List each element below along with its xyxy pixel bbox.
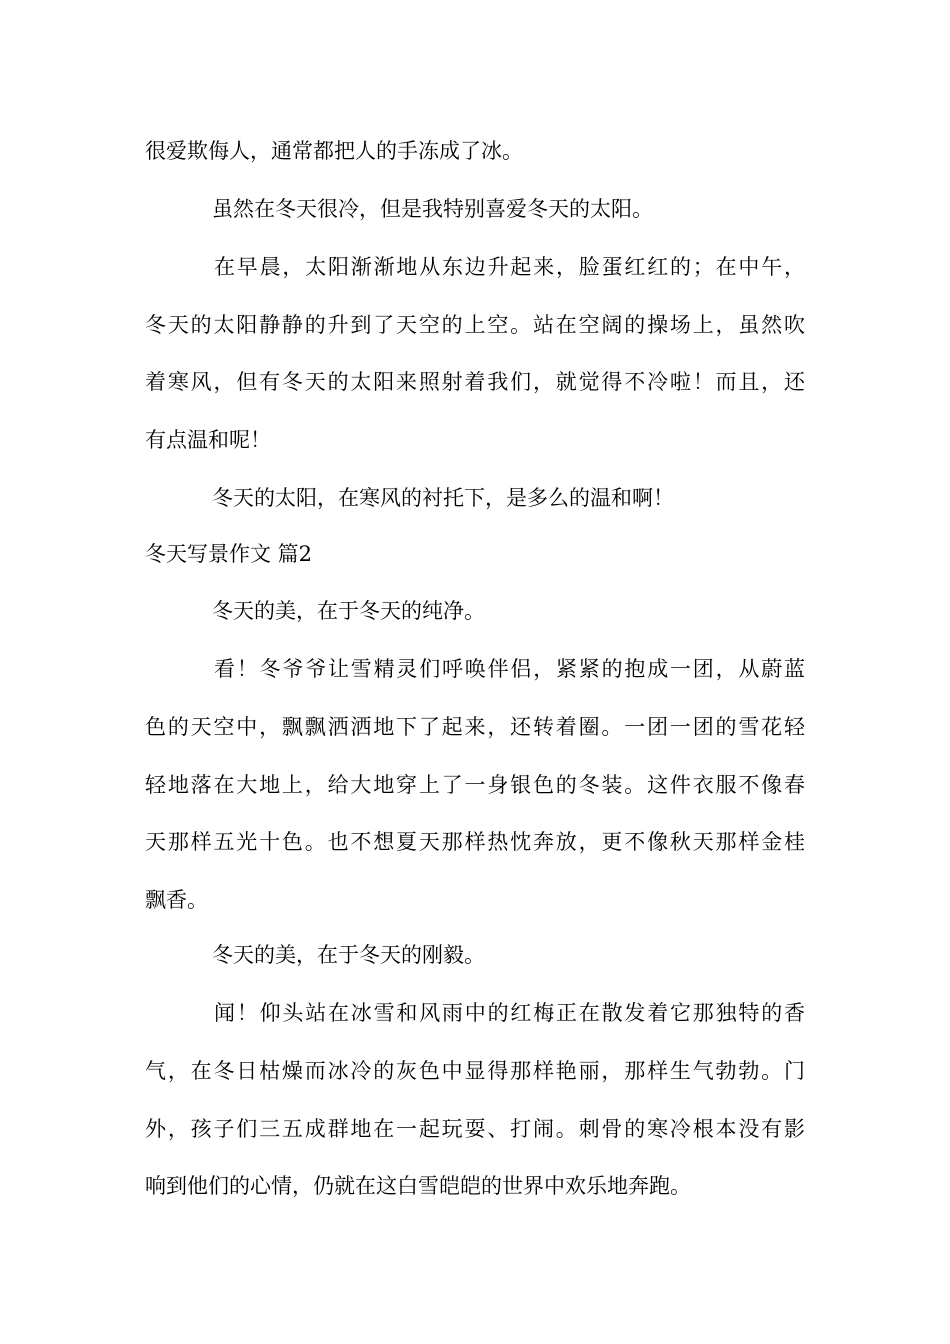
paragraph-line: 气，在冬日枯燥而冰冷的灰色中显得那样艳丽，那样生气勃勃。门 <box>145 1059 805 1083</box>
paragraph-line: 在早晨，太阳渐渐地从东边升起来，脸蛋红红的；在中午， <box>214 255 805 279</box>
paragraph-line: 冬天的美，在于冬天的刚毅。 <box>212 943 485 967</box>
paragraph-line: 有点温和呢！ <box>145 428 271 452</box>
paragraph-line: 闻！仰头站在冰雪和风雨中的红梅正在散发着它那独特的香 <box>214 1001 805 1025</box>
paragraph-line: 冬天的太阳，在寒风的衬托下，是多么的温和啊！ <box>212 486 674 510</box>
paragraph-line: 着寒风，但有冬天的太阳来照射着我们，就觉得不冷啦！而且，还 <box>145 370 805 394</box>
section-heading: 冬天写景作文 篇2 <box>145 542 313 566</box>
paragraph-line: 天那样五光十色。也不想夏天那样热忱奔放，更不像秋天那样金桂 <box>145 830 805 854</box>
paragraph-line: 冬天的美，在于冬天的纯净。 <box>212 599 485 623</box>
paragraph-line: 冬天的太阳静静的升到了天空的上空。站在空阔的操场上，虽然吹 <box>145 313 805 337</box>
paragraph-line: 外，孩子们三五成群地在一起玩耍、打闹。刺骨的寒冷根本没有影 <box>145 1117 805 1141</box>
paragraph-line: 响到他们的心情，仍就在这白雪皑皑的世界中欢乐地奔跑。 <box>145 1174 691 1198</box>
paragraph-line: 虽然在冬天很冷，但是我特别喜爱冬天的太阳。 <box>212 197 653 221</box>
paragraph-line: 很爱欺侮人，通常都把人的手冻成了冰。 <box>145 139 523 163</box>
paragraph-line: 色的天空中，飘飘洒洒地下了起来，还转着圈。一团一团的雪花轻 <box>145 715 805 739</box>
paragraph-line: 看！冬爷爷让雪精灵们呼唤伴侣，紧紧的抱成一团，从蔚蓝 <box>214 657 805 681</box>
paragraph-line: 飘香。 <box>145 888 208 912</box>
paragraph-line: 轻地落在大地上，给大地穿上了一身银色的冬装。这件衣服不像春 <box>145 773 805 797</box>
